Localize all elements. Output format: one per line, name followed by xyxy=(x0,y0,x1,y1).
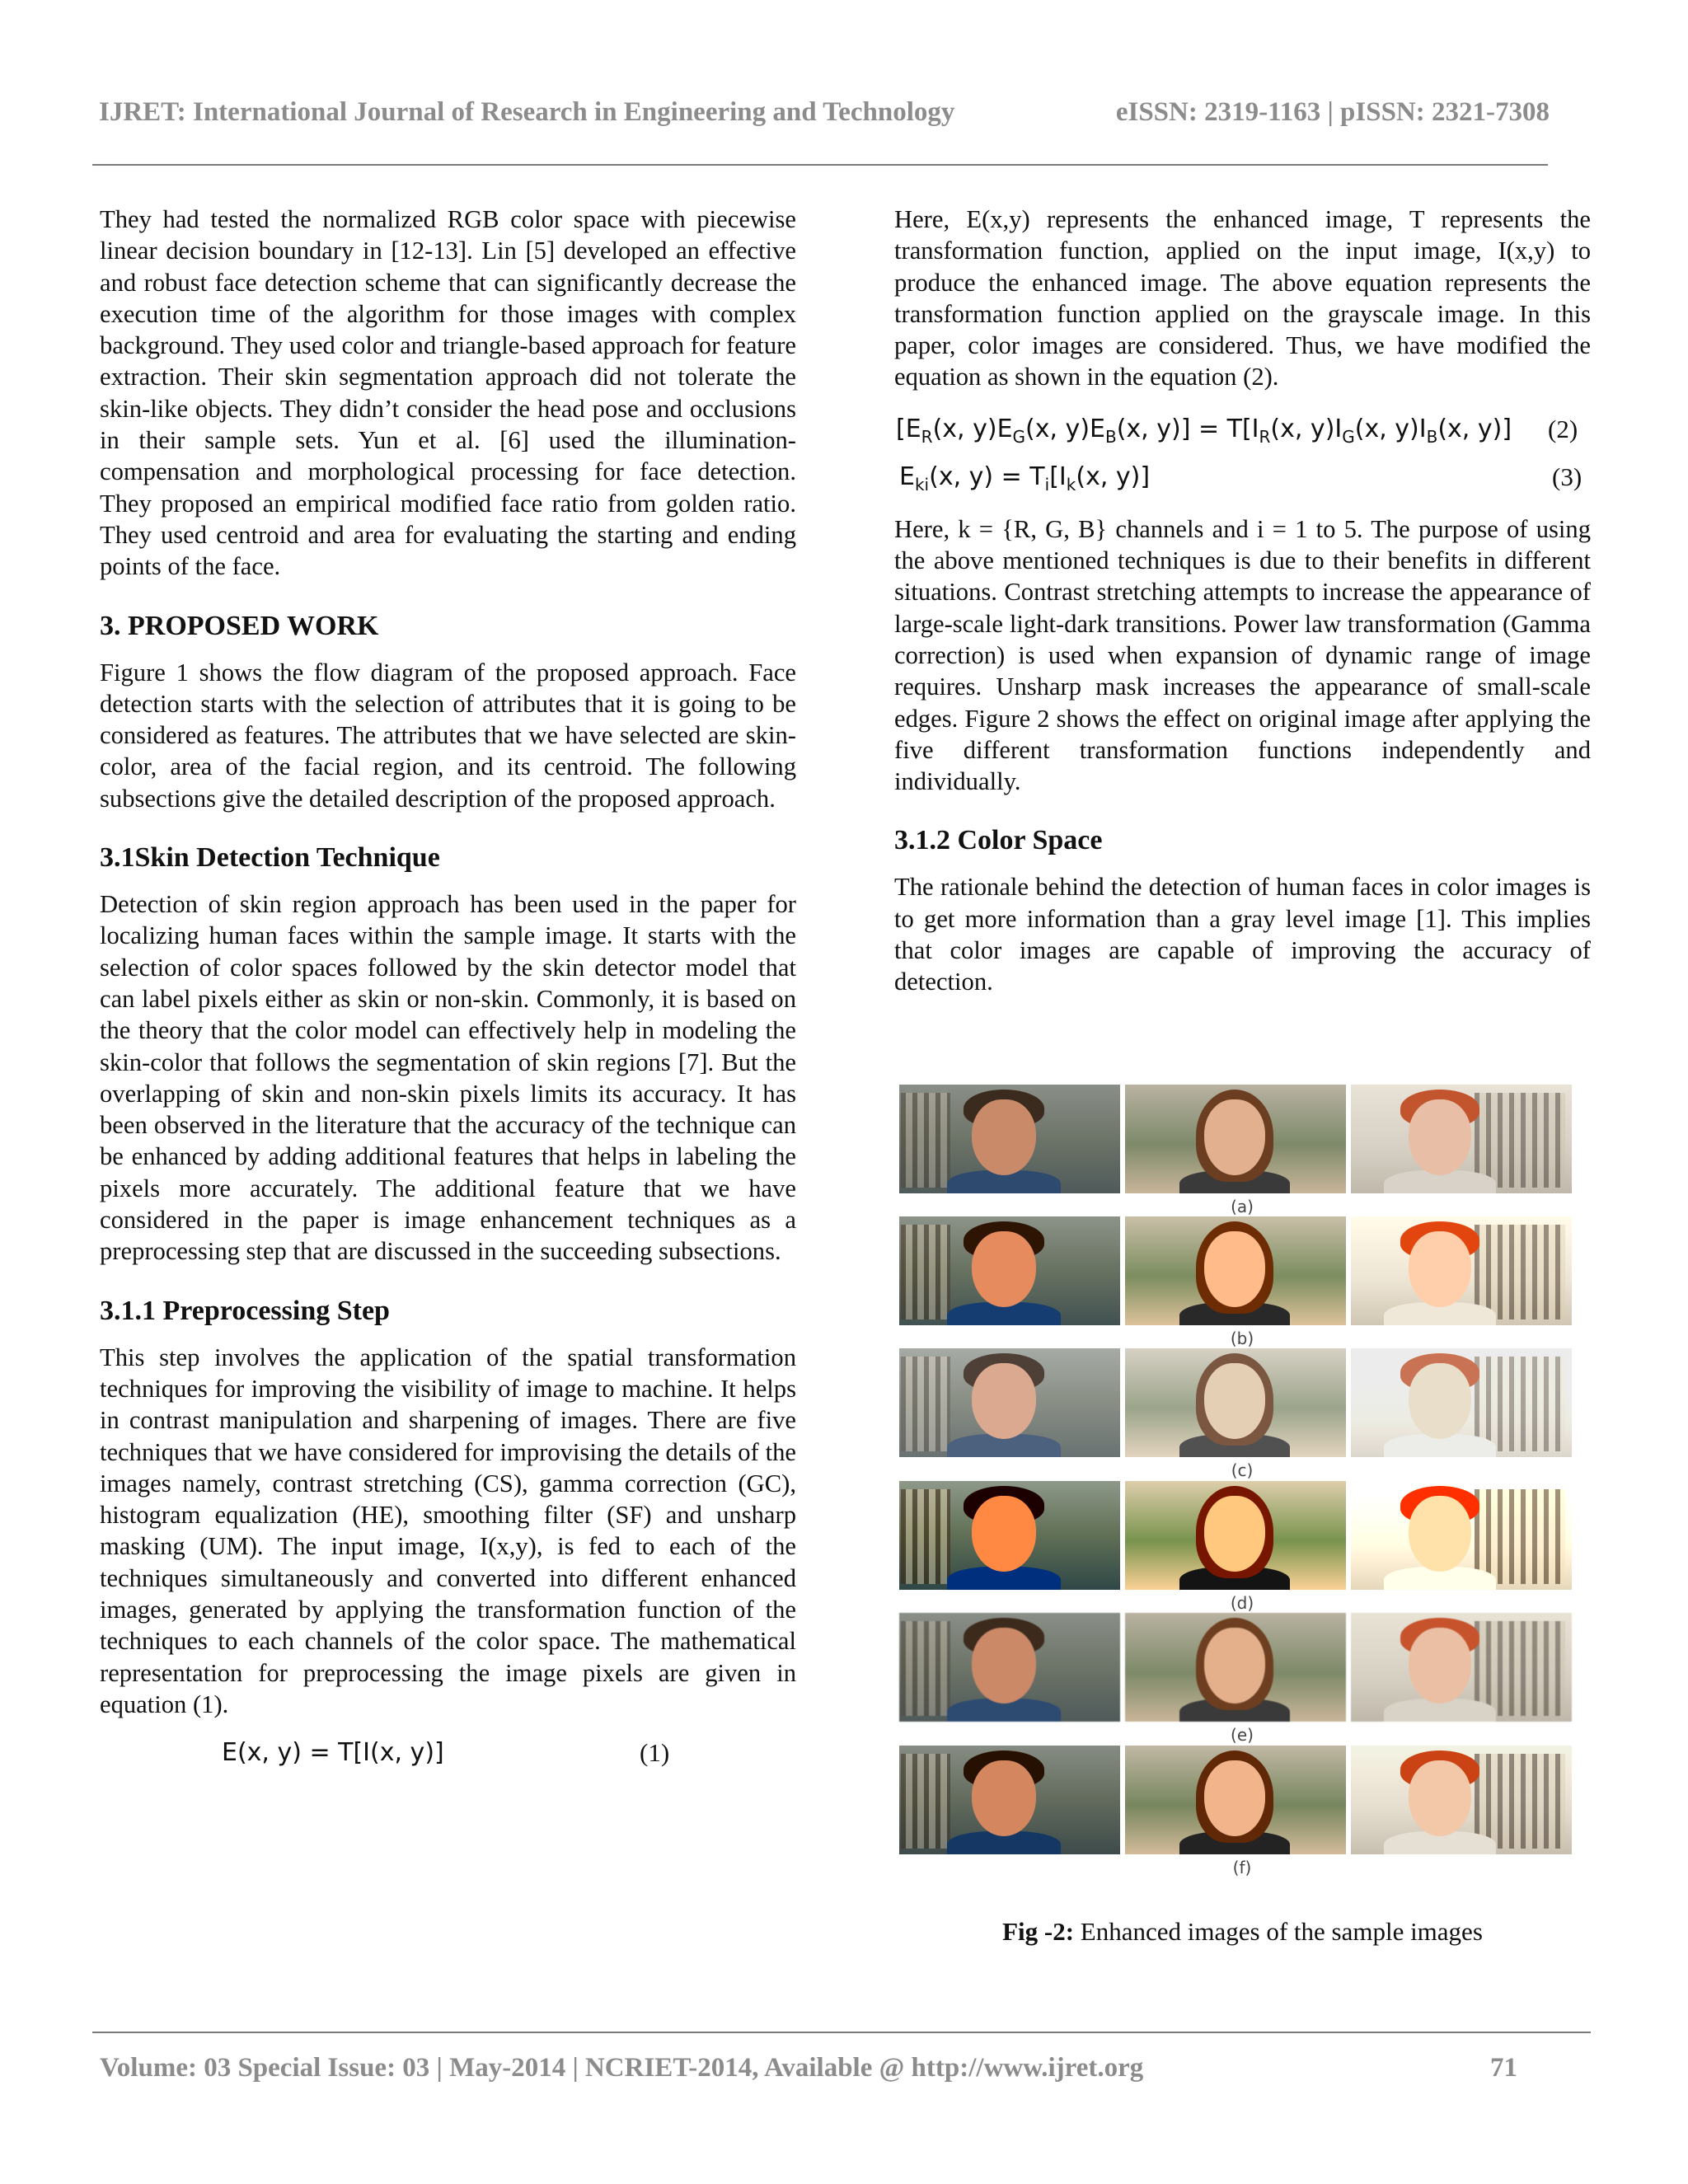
paragraph-enhanced-image: Here, E(x,y) represents the enhanced image, T represents the transformation function, applied on the input image, I(x,y) to produce the enhanced image. The above equation represents the transformation function applied on the grayscale image. In this paper, color images are considered. Thus, we have modified the equation as shown in the equation (2). xyxy=(894,205,1591,391)
figure-row-label: (b) xyxy=(1230,1329,1254,1348)
figure-row xyxy=(899,1481,1585,1593)
paragraph-techniques: Here, k = {R, G, B} channels and i = 1 to 5. The purpose of using the above mentioned techniques is due to their benefits in different situations. Contrast stretching attempts to increase the appearance of large-scale light-dark transitions. Power law transformation (Gamma correction) is used when expansion of dynamic range of image requires. Unsharp mask increases the appearance of small-scale edges. Figure 2 shows the effect on original image after applying the five different transformation functions independently and individually. xyxy=(894,514,1591,796)
header-rule xyxy=(92,164,1548,166)
heading-color-space: 3.1.2 Color Space xyxy=(894,825,1103,856)
footer-volume: Volume: 03 Special Issue: 03 | May-2014 | NCRIET-2014, Available @ http://www.ijret.org xyxy=(100,2053,1144,2083)
figure-2 xyxy=(899,1085,1585,1880)
figure-caption xyxy=(894,1917,1591,1947)
paragraph-preprocessing: This step involves the application of the spatial transformation techniques for improving the visibility of image to machine. It helps in contrast manipulation and sharpening of images. There are five techniques that we have considered for improvising the details of the images namely, contrast stretching (CS), gamma correction (GC), histogram equalization (HE), smoothing filter (SF) and unsharp masking (UM). The input image, I(x,y), is fed to each of the techniques simultaneously and converted into different enhanced images, generated by applying the transformation function of the techniques to each channels of the color space. The mathematical representation for preprocessing the image pixels are given in equation (1). xyxy=(100,1343,796,1718)
equation-3-number: (3) xyxy=(1552,462,1582,491)
equation-3 xyxy=(894,459,1591,497)
face-photo xyxy=(1125,1481,1346,1590)
face-photo xyxy=(899,1613,1120,1722)
figure-row xyxy=(899,1085,1585,1197)
face-photo xyxy=(899,1216,1120,1325)
paragraph-skin-detection: Detection of skin region approach has been used in the paper for localizing human faces within the sample image. It starts with the selection of color spaces followed by the skin detector model that can label pixels either as skin or non-skin. Commonly, it is based on the theory that the color model can effectively help in modeling the skin-color that follows the segmentation of skin regions [7]. But the overlapping of skin and non-skin pixels limits its accuracy. It has been observed in the literature that the accuracy of the technique can be enhanced by adding additional features that helps in labeling the pixels more accurately. The additional feature that we have considered in the paper is image enhancement techniques as a preprocessing step that are discussed in the succeeding subsections. xyxy=(100,890,796,1266)
face-photo xyxy=(1125,1085,1346,1193)
figure-row xyxy=(899,1348,1585,1460)
equation-1-number: (1) xyxy=(640,1738,670,1768)
footer-rule xyxy=(92,2032,1591,2033)
page-number: 71 xyxy=(1490,2053,1517,2083)
face-photo xyxy=(1351,1085,1572,1193)
equation-2-number: (2) xyxy=(1548,414,1578,443)
face-photo xyxy=(1125,1216,1346,1325)
equation-2-expression: [$E_R(x$, $y)E_G(x$, $y)E_B(x$, $y)] = T[I_R(x$, $y)I_G(x$, $y)I_B(x$, y)] xyxy=(896,414,1512,447)
paragraph-related-work: They had tested the normalized RGB color space with piecewise linear decision boundary in [12-13]. Lin [5] developed an effective and robust face detection scheme that can significantly decrease the execution time of the algorithm for those images with complex background. They used color and triangle-based approach for feature extraction. Their skin segmentation approach did not tolerate the skin-like objects. They didn’t consider the head pose and occlusions in their sample sets. Yun et al. [6] used the illumination-compensation and morphological processing for face detection. They proposed an empirical modified face ratio from golden ratio. They used centroid and area for evaluating the starting and ending points of the face. xyxy=(100,205,796,581)
face-photo xyxy=(1125,1348,1346,1457)
issn: eISSN: 2319-1163 | pISSN: 2321-7308 xyxy=(1115,97,1550,127)
figure-row-label: (c) xyxy=(1231,1460,1254,1480)
figure-row-label: (d) xyxy=(1230,1593,1254,1613)
running-header xyxy=(99,97,1550,128)
equation-1 xyxy=(100,1735,796,1773)
face-photo xyxy=(1351,1216,1572,1325)
heading-proposed-work: 3. PROPOSED WORK xyxy=(100,610,379,641)
equation-3-expression: $E_{ki}(x$, $y) = T_i[I_k(x$, y)] xyxy=(899,462,1151,494)
figure-row xyxy=(899,1746,1585,1858)
paragraph-proposed-work: Figure 1 shows the flow diagram of the proposed approach. Face detection starts with the selection of attributes that it is going to be considered as features. The attributes that we have selected are skin-color, area of the facial region, and its centroid. The following subsections give the detailed description of the proposed approach. xyxy=(100,658,796,813)
journal-name: IJRET: International Journal of Research in Engineering and Technology xyxy=(99,97,955,127)
paragraph-color-space: The rationale behind the detection of human faces in color images is to get more information than a gray level image [1]. This implies that color images are capable of improving the accuracy of detection. xyxy=(894,873,1591,996)
face-photo xyxy=(899,1481,1120,1590)
caption-label: Fig -2: xyxy=(1002,1917,1075,1946)
figure-row-label: (a) xyxy=(1231,1197,1254,1216)
right-column xyxy=(894,204,1591,998)
figure-row xyxy=(899,1216,1585,1329)
face-photo xyxy=(1351,1613,1572,1722)
caption-text: Enhanced images of the sample images xyxy=(1074,1917,1483,1946)
face-photo xyxy=(899,1746,1120,1854)
figure-row xyxy=(899,1613,1585,1725)
figure-row-label: (e) xyxy=(1231,1725,1254,1745)
face-photo xyxy=(1351,1481,1572,1590)
heading-preprocessing: 3.1.1 Preprocessing Step xyxy=(100,1295,390,1326)
heading-skin-detection: 3.1Skin Detection Technique xyxy=(100,842,440,874)
face-photo xyxy=(1125,1613,1346,1722)
face-photo xyxy=(1351,1746,1572,1854)
equation-1-expression: E(x, y) = T[I(x, y)] xyxy=(222,1738,444,1768)
face-photo xyxy=(1351,1348,1572,1457)
face-photo xyxy=(899,1085,1120,1193)
face-photo xyxy=(899,1348,1120,1457)
equation-2 xyxy=(894,411,1591,449)
running-footer xyxy=(100,2053,1517,2083)
figure-row-label: (f) xyxy=(1232,1858,1252,1877)
face-photo xyxy=(1125,1746,1346,1854)
left-column xyxy=(100,204,796,1773)
